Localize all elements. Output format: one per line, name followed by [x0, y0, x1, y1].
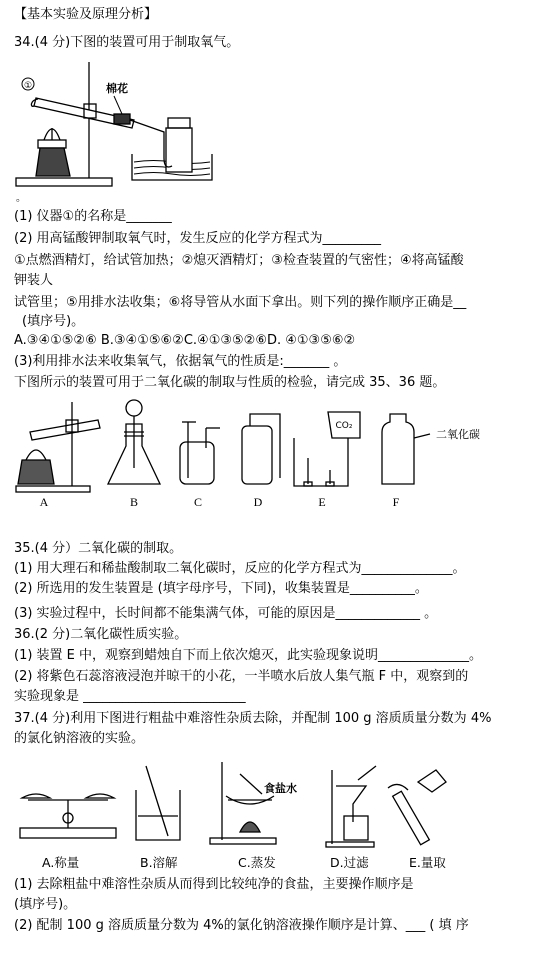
caption-A: A.称量 — [42, 855, 80, 870]
caption-E: E.量取 — [409, 855, 446, 870]
q37-title-a: 37.(4 分)利用下图进行粗盐中难溶性杂质去除，并配制 100 g 溶质质量分数为 4% — [14, 711, 492, 726]
q37-p1b: (填序号)。 — [14, 897, 77, 912]
q37-p2: (2) 配制 100 g 溶质质量分数为 4%的氯化钠溶液操作顺序是计算、___ ( 填 序 — [14, 918, 469, 933]
q36-p2a: (2) 将紫色石蕊溶液浸泡并晾干的小花，一半喷水后放人集气瓶 F 中，观察到的 — [14, 669, 469, 684]
salt-water-label: 食盐水 — [264, 782, 297, 795]
fig-label-circle1: ① — [23, 81, 33, 91]
stray-dot: 。 — [16, 193, 26, 204]
label-C: C — [193, 495, 203, 509]
q36-title: 36.(2 分)二氧化碳性质实验。 — [14, 627, 188, 642]
label-D: D — [253, 495, 263, 509]
q34-p2: (2) 用高锰酸钾制取氧气时，发生反应的化学方程式为_________ — [14, 231, 382, 246]
q34-p3d: (填序号)。 — [22, 314, 85, 329]
q35-p3: (3) 实验过程中，长时间都不能集满气体，可能的原因是_____________ 。 — [14, 606, 438, 621]
q34-p3a: ①点燃酒精灯，给试管加热；②熄灭酒精灯；③检查装置的气密性；④将高锰酸 — [14, 253, 464, 268]
q35-p1: (1) 用大理石和稀盐酸制取二氧化碳时，反应的化学方程式为______________。 — [14, 561, 466, 576]
oxygen-apparatus-figure — [14, 58, 214, 198]
q36-p2b: 实验现象是 _________________________ — [14, 689, 246, 704]
co2-intro: 下图所示的装置可用于二氧化碳的制取与性质的检验，请完成 35、36 题。 — [14, 375, 446, 390]
q37-p1a: (1) 去除粗盐中难溶性杂质从而得到比较纯净的食盐，主要操作顺序是 — [14, 877, 414, 892]
q34-p4: (3)利用排水法来收集氧气，依据氧气的性质是:_______ 。 — [14, 354, 347, 369]
caption-B: B.溶解 — [140, 855, 178, 870]
q36-p1: (1) 装置 E 中，观察到蜡烛自下而上依次熄灭，此实验现象说明______________。 — [14, 648, 483, 663]
label-B: B — [129, 495, 139, 509]
section-header: 【基本实验及原理分析】 — [14, 7, 158, 22]
q35-title: 35.(4 分）二氧化碳的制取。 — [14, 541, 183, 556]
salt-experiment-figure — [14, 760, 494, 850]
q34-p1: (1) 仪器①的名称是_______ — [14, 209, 172, 224]
q34-p3c: 试管里；⑤用排水法收集；⑥将导管从水面下拿出。则下列的操作顺序正确是__ — [14, 295, 467, 310]
co2-bottle-label: 二氧化碳 — [436, 428, 480, 441]
caption-D: D.过滤 — [330, 855, 369, 870]
q37-title-b: 的氯化钠溶液的实验。 — [14, 731, 145, 746]
q35-p2: (2) 所选用的发生装置是 (填字母序号，下同)，收集装置是__________。 — [14, 581, 428, 596]
co2-tag: CO₂ — [335, 421, 353, 431]
label-E: E — [318, 495, 326, 509]
q34-title: 34.(4 分)下图的装置可用于制取氧气。 — [14, 35, 240, 50]
q34-choices: A.③④①⑤②⑥ B.③④①⑤⑥②C.④①③⑤②⑥D. ④①③⑤⑥② — [14, 333, 356, 348]
fig-label-cotton: 棉花 — [106, 82, 128, 95]
caption-C: C.蒸发 — [238, 855, 276, 870]
label-A: A — [39, 495, 49, 509]
label-F: F — [392, 495, 400, 509]
q34-p3b: 钾装人 — [14, 273, 54, 288]
co2-apparatus-figure — [10, 398, 480, 516]
